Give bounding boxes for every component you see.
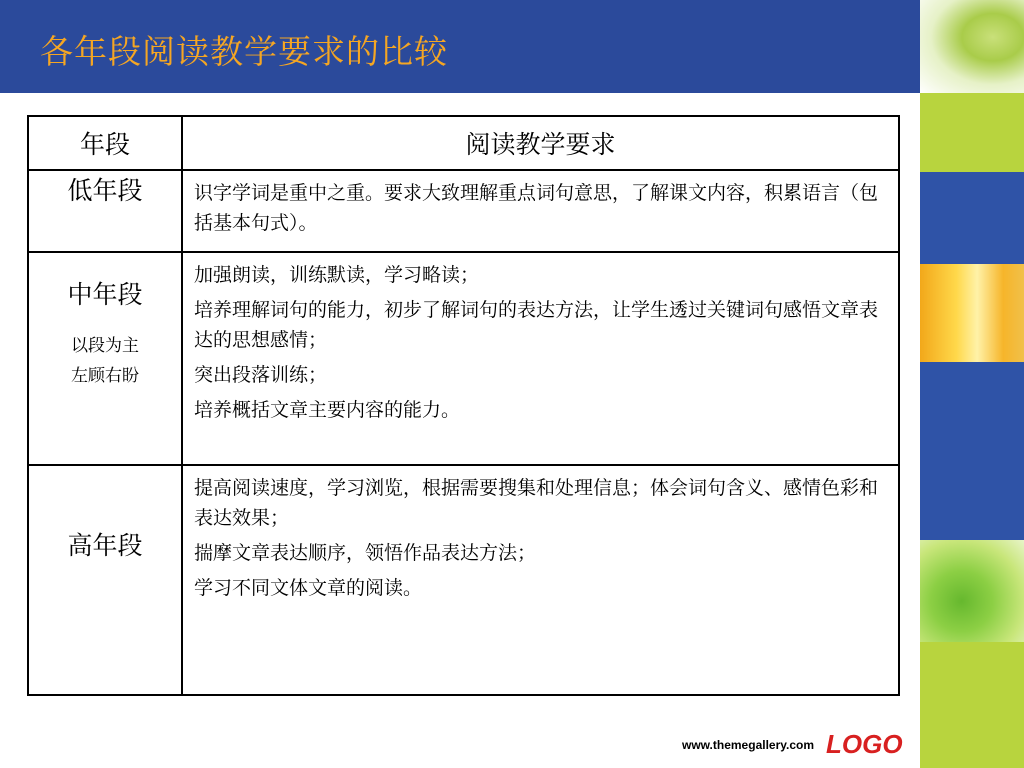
segment-label: 低年段 <box>67 176 143 205</box>
decor-green-block <box>920 93 1024 172</box>
segment-note-line: 左顾右盼 <box>71 366 139 386</box>
footer-url[interactable]: www.themegallery.com <box>682 738 815 752</box>
requirement-item: 揣摩文章表达顺序，领悟作品表达方法； <box>194 542 537 564</box>
requirement-item: 培养概括文章主要内容的能力。 <box>194 399 461 421</box>
segment-cell <box>28 465 182 695</box>
requirements-cell <box>182 170 899 252</box>
slide-title: 各年段阅读教学要求的比较 <box>40 32 448 71</box>
segment-note-line: 以段为主 <box>71 336 139 356</box>
decor-flower-image <box>920 264 1024 362</box>
logo: LOGO <box>826 729 903 759</box>
table-row <box>28 252 899 465</box>
header-requirements: 阅读教学要求 <box>182 116 899 170</box>
decor-leaf-image-bottom <box>920 540 1024 642</box>
segment-cell <box>28 170 182 252</box>
header-bar <box>0 0 920 93</box>
segment-cell <box>28 252 182 465</box>
table-row <box>28 170 899 252</box>
comparison-table <box>27 115 900 696</box>
requirement-item: 突出段落训练； <box>194 364 328 386</box>
requirements-cell <box>182 465 899 695</box>
requirement-item: 学习不同文体文章的阅读。 <box>194 577 423 599</box>
decor-green-block-2 <box>920 642 1024 768</box>
segment-label: 高年段 <box>67 531 143 560</box>
requirement-item: 加强朗读，训练默读，学习略读； <box>194 264 480 286</box>
requirement-item: 识字学词是重中之重。要求大致理解重点词句意思，了解课文内容，积累语言（包括基本句式）。 <box>194 182 879 234</box>
table-header-row <box>28 116 899 170</box>
decor-blue-block <box>920 172 1024 264</box>
header-segment: 年段 <box>28 116 182 170</box>
decor-blue-block-2 <box>920 362 1024 540</box>
requirements-cell <box>182 252 899 465</box>
segment-label: 中年段 <box>67 280 143 309</box>
requirement-item: 提高阅读速度，学习浏览，根据需要搜集和处理信息；体会词句含义、感情色彩和表达效果； <box>194 477 879 529</box>
table-row <box>28 465 899 695</box>
segment-note <box>29 331 181 391</box>
decor-leaf-image-top <box>920 0 1024 93</box>
requirement-item: 培养理解词句的能力，初步了解词句的表达方法，让学生透过关键词句感悟文章表达的思想感情； <box>194 299 879 351</box>
